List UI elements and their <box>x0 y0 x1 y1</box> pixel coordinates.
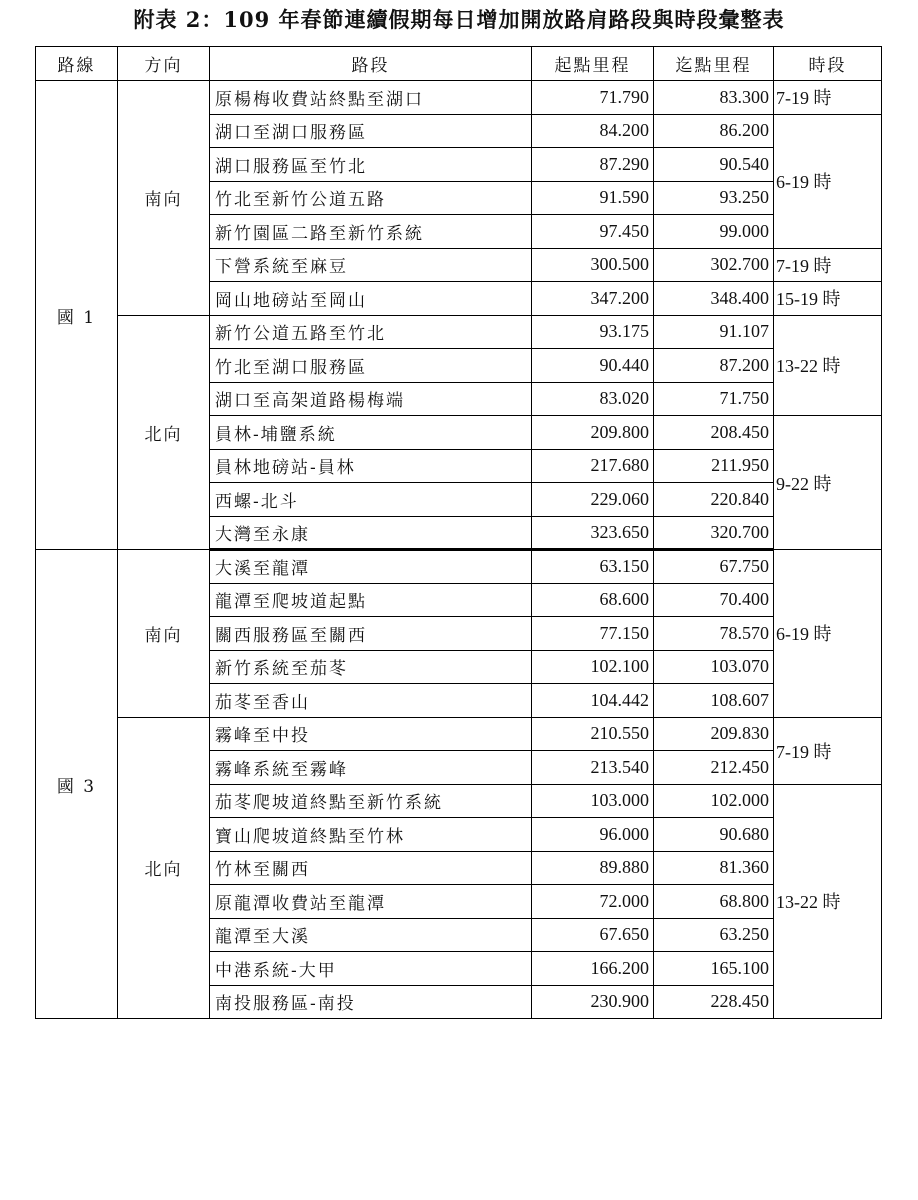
end-km-cell: 71.750 <box>654 382 774 416</box>
segment-cell: 龍潭至爬坡道起點 <box>210 583 532 617</box>
end-km-cell: 90.680 <box>654 818 774 852</box>
end-km-cell: 165.100 <box>654 952 774 986</box>
end-km-cell: 81.360 <box>654 851 774 885</box>
end-km-cell: 63.250 <box>654 918 774 952</box>
start-km-cell: 230.900 <box>532 985 654 1019</box>
time-cell: 7-19 時 <box>774 81 882 115</box>
start-km-cell: 103.000 <box>532 784 654 818</box>
segment-cell: 大灣至永康 <box>210 516 532 550</box>
segment-cell: 員林地磅站-員林 <box>210 449 532 483</box>
header-row <box>36 47 882 81</box>
start-km-cell: 91.590 <box>532 181 654 215</box>
end-km-cell: 212.450 <box>654 751 774 785</box>
start-km-cell: 217.680 <box>532 449 654 483</box>
segment-cell: 竹北至湖口服務區 <box>210 349 532 383</box>
segment-cell: 南投服務區-南投 <box>210 985 532 1019</box>
end-km-cell: 86.200 <box>654 114 774 148</box>
start-km-cell: 102.100 <box>532 650 654 684</box>
direction-cell: 北向 <box>118 315 210 550</box>
segment-cell: 大溪至龍潭 <box>210 550 532 584</box>
start-km-cell: 71.790 <box>532 81 654 115</box>
start-km-cell: 63.150 <box>532 550 654 584</box>
table-row <box>36 315 882 349</box>
segment-cell: 原龍潭收費站至龍潭 <box>210 885 532 919</box>
end-km-cell: 208.450 <box>654 416 774 450</box>
end-km-cell: 99.000 <box>654 215 774 249</box>
shoulder-schedule-table <box>35 46 882 1019</box>
table-body <box>36 81 882 1019</box>
header-route: 路線 <box>36 47 118 81</box>
start-km-cell: 89.880 <box>532 851 654 885</box>
start-km-cell: 323.650 <box>532 516 654 550</box>
segment-cell: 關西服務區至關西 <box>210 617 532 651</box>
header-time: 時段 <box>774 47 882 81</box>
time-cell: 6-19 時 <box>774 114 882 248</box>
start-km-cell: 93.175 <box>532 315 654 349</box>
start-km-cell: 83.020 <box>532 382 654 416</box>
start-km-cell: 96.000 <box>532 818 654 852</box>
segment-cell: 霧峰至中投 <box>210 717 532 751</box>
end-km-cell: 90.540 <box>654 148 774 182</box>
segment-cell: 寶山爬坡道終點至竹林 <box>210 818 532 852</box>
end-km-cell: 103.070 <box>654 650 774 684</box>
segment-cell: 下營系統至麻豆 <box>210 248 532 282</box>
end-km-cell: 348.400 <box>654 282 774 316</box>
table-title: 附表 2：109 年春節連續假期每日增加開放路肩路段與時段彙整表 <box>133 7 785 32</box>
segment-cell: 中港系統-大甲 <box>210 952 532 986</box>
segment-cell: 霧峰系統至霧峰 <box>210 751 532 785</box>
header-end-km: 迄點里程 <box>654 47 774 81</box>
time-cell: 9-22 時 <box>774 416 882 550</box>
segment-cell: 岡山地磅站至岡山 <box>210 282 532 316</box>
segment-cell: 茄苳至香山 <box>210 684 532 718</box>
start-km-cell: 166.200 <box>532 952 654 986</box>
start-km-cell: 72.000 <box>532 885 654 919</box>
segment-cell: 竹林至關西 <box>210 851 532 885</box>
route-cell: 國 3 <box>36 550 118 1019</box>
end-km-cell: 83.300 <box>654 81 774 115</box>
time-cell: 13-22 時 <box>774 784 882 1019</box>
start-km-cell: 229.060 <box>532 483 654 517</box>
segment-cell: 竹北至新竹公道五路 <box>210 181 532 215</box>
start-km-cell: 209.800 <box>532 416 654 450</box>
end-km-cell: 67.750 <box>654 550 774 584</box>
start-km-cell: 67.650 <box>532 918 654 952</box>
start-km-cell: 300.500 <box>532 248 654 282</box>
start-km-cell: 347.200 <box>532 282 654 316</box>
start-km-cell: 97.450 <box>532 215 654 249</box>
time-cell: 15-19 時 <box>774 282 882 316</box>
time-cell: 6-19 時 <box>774 550 882 718</box>
end-km-cell: 70.400 <box>654 583 774 617</box>
start-km-cell: 210.550 <box>532 717 654 751</box>
end-km-cell: 68.800 <box>654 885 774 919</box>
start-km-cell: 87.290 <box>532 148 654 182</box>
start-km-cell: 90.440 <box>532 349 654 383</box>
segment-cell: 員林-埔鹽系統 <box>210 416 532 450</box>
end-km-cell: 93.250 <box>654 181 774 215</box>
end-km-cell: 228.450 <box>654 985 774 1019</box>
table-row <box>36 717 882 751</box>
end-km-cell: 320.700 <box>654 516 774 550</box>
segment-cell: 新竹園區二路至新竹系統 <box>210 215 532 249</box>
segment-cell: 原楊梅收費站終點至湖口 <box>210 81 532 115</box>
header-segment: 路段 <box>210 47 532 81</box>
segment-cell: 新竹系統至茄苳 <box>210 650 532 684</box>
direction-cell: 北向 <box>118 717 210 1019</box>
header-start-km: 起點里程 <box>532 47 654 81</box>
end-km-cell: 87.200 <box>654 349 774 383</box>
end-km-cell: 211.950 <box>654 449 774 483</box>
start-km-cell: 84.200 <box>532 114 654 148</box>
start-km-cell: 104.442 <box>532 684 654 718</box>
end-km-cell: 209.830 <box>654 717 774 751</box>
time-cell: 7-19 時 <box>774 248 882 282</box>
header-direction: 方向 <box>118 47 210 81</box>
route-cell: 國 1 <box>36 81 118 550</box>
segment-cell: 龍潭至大溪 <box>210 918 532 952</box>
start-km-cell: 68.600 <box>532 583 654 617</box>
end-km-cell: 91.107 <box>654 315 774 349</box>
segment-cell: 湖口至高架道路楊梅端 <box>210 382 532 416</box>
end-km-cell: 108.607 <box>654 684 774 718</box>
segment-cell: 茄苳爬坡道終點至新竹系統 <box>210 784 532 818</box>
direction-cell: 南向 <box>118 550 210 718</box>
start-km-cell: 77.150 <box>532 617 654 651</box>
segment-cell: 湖口服務區至竹北 <box>210 148 532 182</box>
segment-cell: 新竹公道五路至竹北 <box>210 315 532 349</box>
end-km-cell: 102.000 <box>654 784 774 818</box>
time-cell: 7-19 時 <box>774 717 882 784</box>
direction-cell: 南向 <box>118 81 210 316</box>
table-row <box>36 81 882 115</box>
segment-cell: 湖口至湖口服務區 <box>210 114 532 148</box>
time-cell: 13-22 時 <box>774 315 882 416</box>
segment-cell: 西螺-北斗 <box>210 483 532 517</box>
table-row <box>36 550 882 584</box>
end-km-cell: 78.570 <box>654 617 774 651</box>
end-km-cell: 302.700 <box>654 248 774 282</box>
start-km-cell: 213.540 <box>532 751 654 785</box>
end-km-cell: 220.840 <box>654 483 774 517</box>
